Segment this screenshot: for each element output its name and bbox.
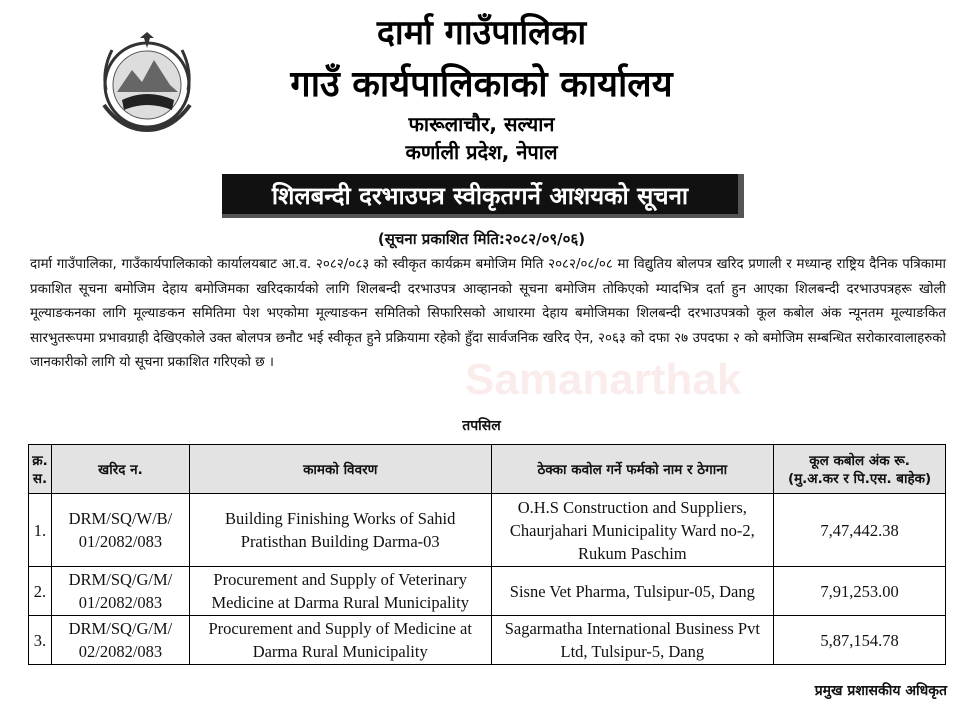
office-subtitle: गाउँ कार्यपालिकाको कार्यालय — [290, 64, 673, 105]
header-amount-line1: कूल कबोल अंक रू. — [809, 453, 910, 469]
office-name: दार्मा गाउँपालिका — [376, 13, 587, 53]
table-row — [29, 616, 946, 665]
notice-body: दार्मा गाउँपालिका, गाउँकार्यपालिकाको कार्यालयबाट आ.व. २०८२/०८३ को स्वीकृत कार्यक्रम बमोजिम मिति २०८२/०८/०८ मा विद्युतिय बोलपत्र खरिद प्रणाली र मध्यान्ह राष्ट्रिय दैनिक पत्रिकामा प्रकाशित सूचना बमोजिम देहाय बमोजिमका खरिदकार्यको लागि शिलबन्दी दरभाउपत्र आव्हानको सूचना बमोजिम तोकिएको म्यादभित्र दर्ता हुन आएका शिलबन्दी दरभाउपत्रहरू खोली मूल्याङकनका लागि मूल्याङकन समितिमा पेश भएकोमा मूल्याङकन समितिको सिफारिसको आधारमा देहाय बमोजिमका शिलबन्दी दरभाउपत्रको कूल कबोल अंक न्यूनतम मूल्याङकित सारभुतरूपमा प्रभावग्राही देखिएकोले उक्त बोलपत्र छनौट भई स्वीकृत हुने प्रक्रियामा रहेको हुँदा सार्वजनिक खरिद ऐन, २०६३ को दफा २७ उपदफा २ को बमोजिम सम्बन्धित सरोकारवालाहरुको जानकारीको लागि यो सूचना प्रकाशित गरिएको छ । — [30, 257, 946, 370]
header-amount-line2: (मु.अ.कर र पि.एस. बाहेक) — [787, 471, 932, 487]
table-header-row — [29, 445, 946, 494]
table-row — [29, 567, 946, 616]
cell-description: Building Finishing Works of Sahid Pratisthan Building Darma-03 — [189, 494, 491, 567]
cell-procurement-no: DRM/SQ/W/B/ 01/2082/083 — [51, 494, 189, 567]
cell-firm: Sisne Vet Pharma, Tulsipur-05, Dang — [491, 567, 774, 616]
cell-description: Procurement and Supply of Medicine at Darma Rural Municipality — [189, 616, 491, 665]
cell-description: Procurement and Supply of Veterinary Medicine at Darma Rural Municipality — [189, 567, 491, 616]
cell-procurement-no: DRM/SQ/G/M/ 01/2082/083 — [51, 567, 189, 616]
cell-firm: Sagarmatha International Business Pvt Ltd, Tulsipur-5, Dang — [491, 616, 774, 665]
watermark: Samanarthak — [465, 355, 742, 404]
cell-sn: 1. — [29, 494, 52, 567]
address-line-2: कर्णाली प्रदेश, नेपाल — [405, 140, 558, 164]
header-firm: ठेक्का कवोल गर्ने फर्मको नाम र ठेगाना — [491, 445, 774, 494]
schedule-title: तपसिल — [462, 418, 501, 434]
address-line-1: फारूलाचौर, सल्यान — [408, 112, 555, 136]
notice-title-banner: शिलबन्दी दरभाउपत्र स्वीकृतगर्ने आशयको सूचना — [222, 174, 744, 218]
header-amount — [774, 445, 946, 494]
cell-amount: 7,91,253.00 — [774, 567, 946, 616]
cell-amount: 5,87,154.78 — [774, 616, 946, 665]
signatory-title: प्रमुख प्रशासकीय अधिकृत — [814, 683, 947, 699]
procurement-table — [28, 444, 946, 665]
cell-procurement-no: DRM/SQ/G/M/ 02/2082/083 — [51, 616, 189, 665]
header-description: कामको विवरण — [189, 445, 491, 494]
cell-amount: 7,47,442.38 — [774, 494, 946, 567]
published-date: (सूचना प्रकाशित मिति:२०८२/०९/०६) — [377, 230, 586, 248]
header-sn: क्र. स. — [29, 445, 52, 494]
header-procurement-no: खरिद न. — [51, 445, 189, 494]
cell-firm: O.H.S Construction and Suppliers, Chaurjahari Municipality Ward no-2, Rukum Paschim — [491, 494, 774, 567]
cell-sn: 2. — [29, 567, 52, 616]
table-row — [29, 494, 946, 567]
cell-sn: 3. — [29, 616, 52, 665]
